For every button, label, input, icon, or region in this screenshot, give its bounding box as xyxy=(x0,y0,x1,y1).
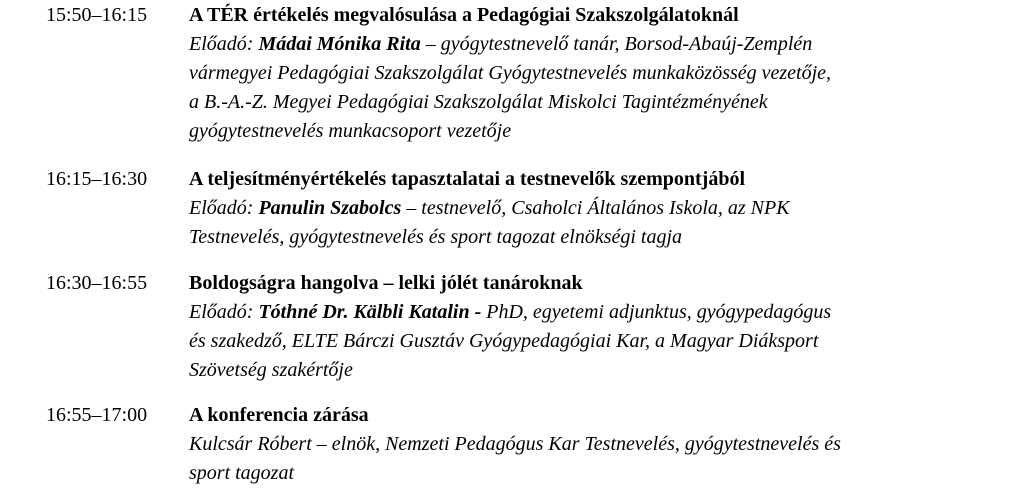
speaker-prefix: Előadó: xyxy=(189,33,259,55)
session-content xyxy=(189,269,989,385)
time-slot: 15:50–16:15 xyxy=(46,4,148,26)
speaker-description-line: Testnevelés, gyógytestnevelés és sport tagozat elnökségi tagja xyxy=(189,226,683,248)
speaker-line xyxy=(189,298,989,327)
speaker-name: Mádai Mónika Rita xyxy=(258,33,421,55)
speaker-description-line: gyógytestnevelés munkacsoport vezetője xyxy=(189,120,512,142)
speaker-details xyxy=(189,194,989,252)
speaker-description-line: vármegyei Pedagógiai Szakszolgálat Gyógytestnevelés munkaközösség vezetője, xyxy=(189,62,832,84)
time-slot: 16:30–16:55 xyxy=(46,272,148,294)
speaker-description: Kulcsár Róbert – elnök, Nemzeti Pedagógus Kar Testnevelés, gyógytestnevelés és xyxy=(189,433,841,455)
speaker-description-line: sport tagozat xyxy=(189,462,295,484)
speaker-prefix: Előadó: xyxy=(189,301,259,323)
speaker-description: – gyógytestnevelő tanár, Borsod-Abaúj-Zemplén xyxy=(420,33,813,55)
speaker-name: Tóthné Dr. Kälbli Katalin - xyxy=(258,301,482,323)
session-title: A teljesítményértékelés tapasztalatai a testnevelők szempontjából xyxy=(189,168,745,190)
session-content xyxy=(189,165,989,252)
speaker-name: Panulin Szabolcs xyxy=(258,197,402,219)
speaker-description-line: a B.-A.-Z. Megyei Pedagógiai Szakszolgálat Miskolci Tagintézményének xyxy=(189,91,768,113)
session-content xyxy=(189,1,989,146)
session-title: A TÉR értékelés megvalósulása a Pedagógiai Szakszolgálatoknál xyxy=(189,4,739,26)
speaker-description-line: és szakedző, ELTE Bárczi Gusztáv Gyógypedagógiai Kar, a Magyar Diáksport xyxy=(189,330,819,352)
speaker-details xyxy=(189,30,989,146)
session-title: A konferencia zárása xyxy=(189,404,369,426)
speaker-line xyxy=(189,430,989,459)
speaker-details xyxy=(189,298,989,385)
speaker-description: – testnevelő, Csaholci Általános Iskola, az NPK xyxy=(401,197,790,219)
speaker-line xyxy=(189,194,989,223)
session-title: Boldogságra hangolva – lelki jólét tanároknak xyxy=(189,272,583,294)
speaker-details xyxy=(189,430,989,488)
time-slot: 16:15–16:30 xyxy=(46,168,148,190)
time-slot: 16:55–17:00 xyxy=(46,404,148,426)
speaker-description-line: Szövetség szakértője xyxy=(189,359,353,381)
session-content xyxy=(189,401,989,488)
speaker-prefix: Előadó: xyxy=(189,197,259,219)
speaker-description: PhD, egyetemi adjunktus, gyógypedagógus xyxy=(481,301,832,323)
speaker-line xyxy=(189,30,989,59)
